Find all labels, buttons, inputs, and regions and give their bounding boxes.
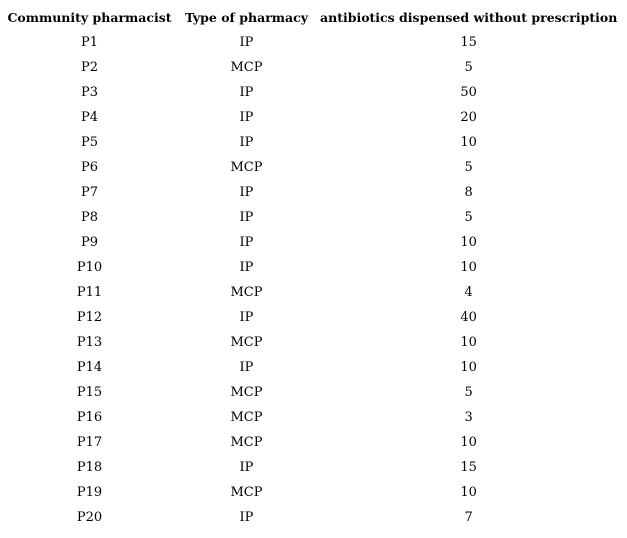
table-row [3,255,620,280]
pharmacist-cell: P2 [80,60,99,75]
antibiotics-count-cell: 50 [460,85,477,100]
table-row [3,330,620,355]
pharmacist-cell: P15 [76,385,103,400]
table-row [3,205,620,230]
pharmacist-cell: P11 [76,285,103,300]
antibiotics-count-cell: 10 [460,135,477,150]
table-row [3,505,620,530]
pharmacist-cell: P16 [76,410,103,425]
pharmacist-cell: P20 [76,510,103,525]
antibiotics-count-cell: 40 [460,310,477,325]
antibiotics-count-cell: 10 [460,360,477,375]
pharmacist-cell: P10 [76,260,103,275]
pharmacist-cell: P9 [80,235,99,250]
pharmacy-type-cell: MCP [230,385,263,400]
antibiotics-count-cell: 5 [464,385,473,400]
pharmacy-type-cell: IP [239,235,254,250]
header-type-of-pharmacy: Type of pharmacy [184,10,309,25]
table-row [3,305,620,330]
antibiotics-count-cell: 10 [460,485,477,500]
pharmacy-type-cell: IP [239,35,254,50]
antibiotics-count-cell: 3 [464,410,473,425]
pharmacist-cell: P12 [76,310,103,325]
pharmacist-cell: P8 [80,210,99,225]
pharmacist-cell: P3 [80,85,99,100]
pharmacy-type-cell: MCP [230,285,263,300]
pharmacy-type-cell: MCP [230,60,263,75]
table-row [3,355,620,380]
antibiotics-count-cell: 7 [464,510,473,525]
header-row [3,5,620,30]
table-header [3,5,620,30]
pharmacy-type-cell: IP [239,210,254,225]
table-row [3,155,620,180]
pharmacist-cell: P13 [76,335,103,350]
table-row [3,280,620,305]
antibiotics-count-cell: 10 [460,260,477,275]
table-row [3,80,620,105]
pharmacy-type-cell: IP [239,85,254,100]
pharmacist-cell: P6 [80,160,99,175]
antibiotics-count-cell: 5 [464,60,473,75]
antibiotics-count-cell: 10 [460,235,477,250]
pharmacy-type-cell: IP [239,110,254,125]
header-community-pharmacist: Community pharmacist [7,10,172,25]
pharmacy-type-cell: MCP [230,410,263,425]
pharmacist-cell: P1 [80,35,99,50]
header-antibiotics-dispensed: antibiotics dispensed without prescription [320,10,618,25]
table-row [3,30,620,55]
pharmacist-cell: P7 [80,185,99,200]
antibiotics-count-cell: 15 [460,35,477,50]
pharmacy-type-cell: IP [239,510,254,525]
pharmacy-type-cell: IP [239,360,254,375]
pharmacy-type-cell: IP [239,460,254,475]
table-row [3,105,620,130]
pharmacy-type-cell: IP [239,260,254,275]
pharmacist-cell: P5 [80,135,99,150]
table-row [3,405,620,430]
table-row [3,480,620,505]
pharmacy-type-cell: MCP [230,160,263,175]
antibiotics-count-cell: 4 [464,285,473,300]
pharmacy-type-cell: MCP [230,435,263,450]
antibiotics-count-cell: 20 [460,110,477,125]
pharmacist-cell: P18 [76,460,103,475]
table-row [3,230,620,255]
pharmacist-cell: P17 [76,435,103,450]
table-row [3,455,620,480]
table-row [3,180,620,205]
table-row [3,130,620,155]
antibiotics-table [3,5,620,530]
pharmacist-cell: P4 [80,110,99,125]
pharmacy-type-cell: MCP [230,485,263,500]
antibiotics-count-cell: 5 [464,210,473,225]
pharmacy-type-cell: MCP [230,335,263,350]
pharmacy-type-cell: IP [239,135,254,150]
antibiotics-count-cell: 10 [460,335,477,350]
table-body [3,30,620,530]
pharmacy-type-cell: IP [239,185,254,200]
pharmacy-type-cell: IP [239,310,254,325]
table-row [3,430,620,455]
pharmacist-cell: P19 [76,485,103,500]
antibiotics-count-cell: 15 [460,460,477,475]
antibiotics-count-cell: 5 [464,160,473,175]
table-row [3,55,620,80]
pharmacist-cell: P14 [76,360,103,375]
antibiotics-count-cell: 10 [460,435,477,450]
antibiotics-count-cell: 8 [464,185,473,200]
table-row [3,380,620,405]
